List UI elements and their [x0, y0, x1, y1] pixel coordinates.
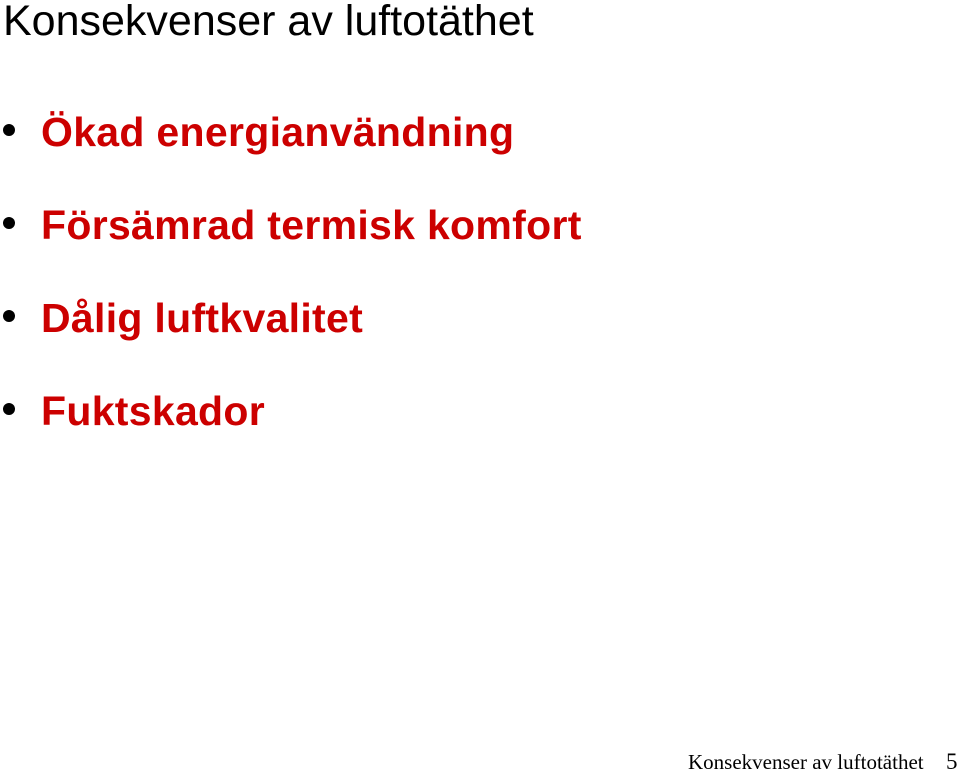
bullet-text: Försämrad termisk komfort [41, 202, 582, 248]
bullet-dot-icon [3, 403, 15, 415]
page-number: 5 [946, 749, 958, 774]
bullet-dot-icon [3, 217, 15, 229]
bullet-text: Dålig luftkvalitet [41, 295, 364, 341]
bullet-dot-icon [3, 310, 15, 322]
bullet-text: Fuktskador [41, 388, 265, 434]
bullet-text: Ökad energianvändning [41, 109, 515, 155]
footer-text: Konsekvenser av luftotäthet [688, 750, 924, 774]
bullet-dot-icon [3, 124, 15, 136]
slide-title: Konsekvenser av luftotäthet [3, 0, 534, 45]
